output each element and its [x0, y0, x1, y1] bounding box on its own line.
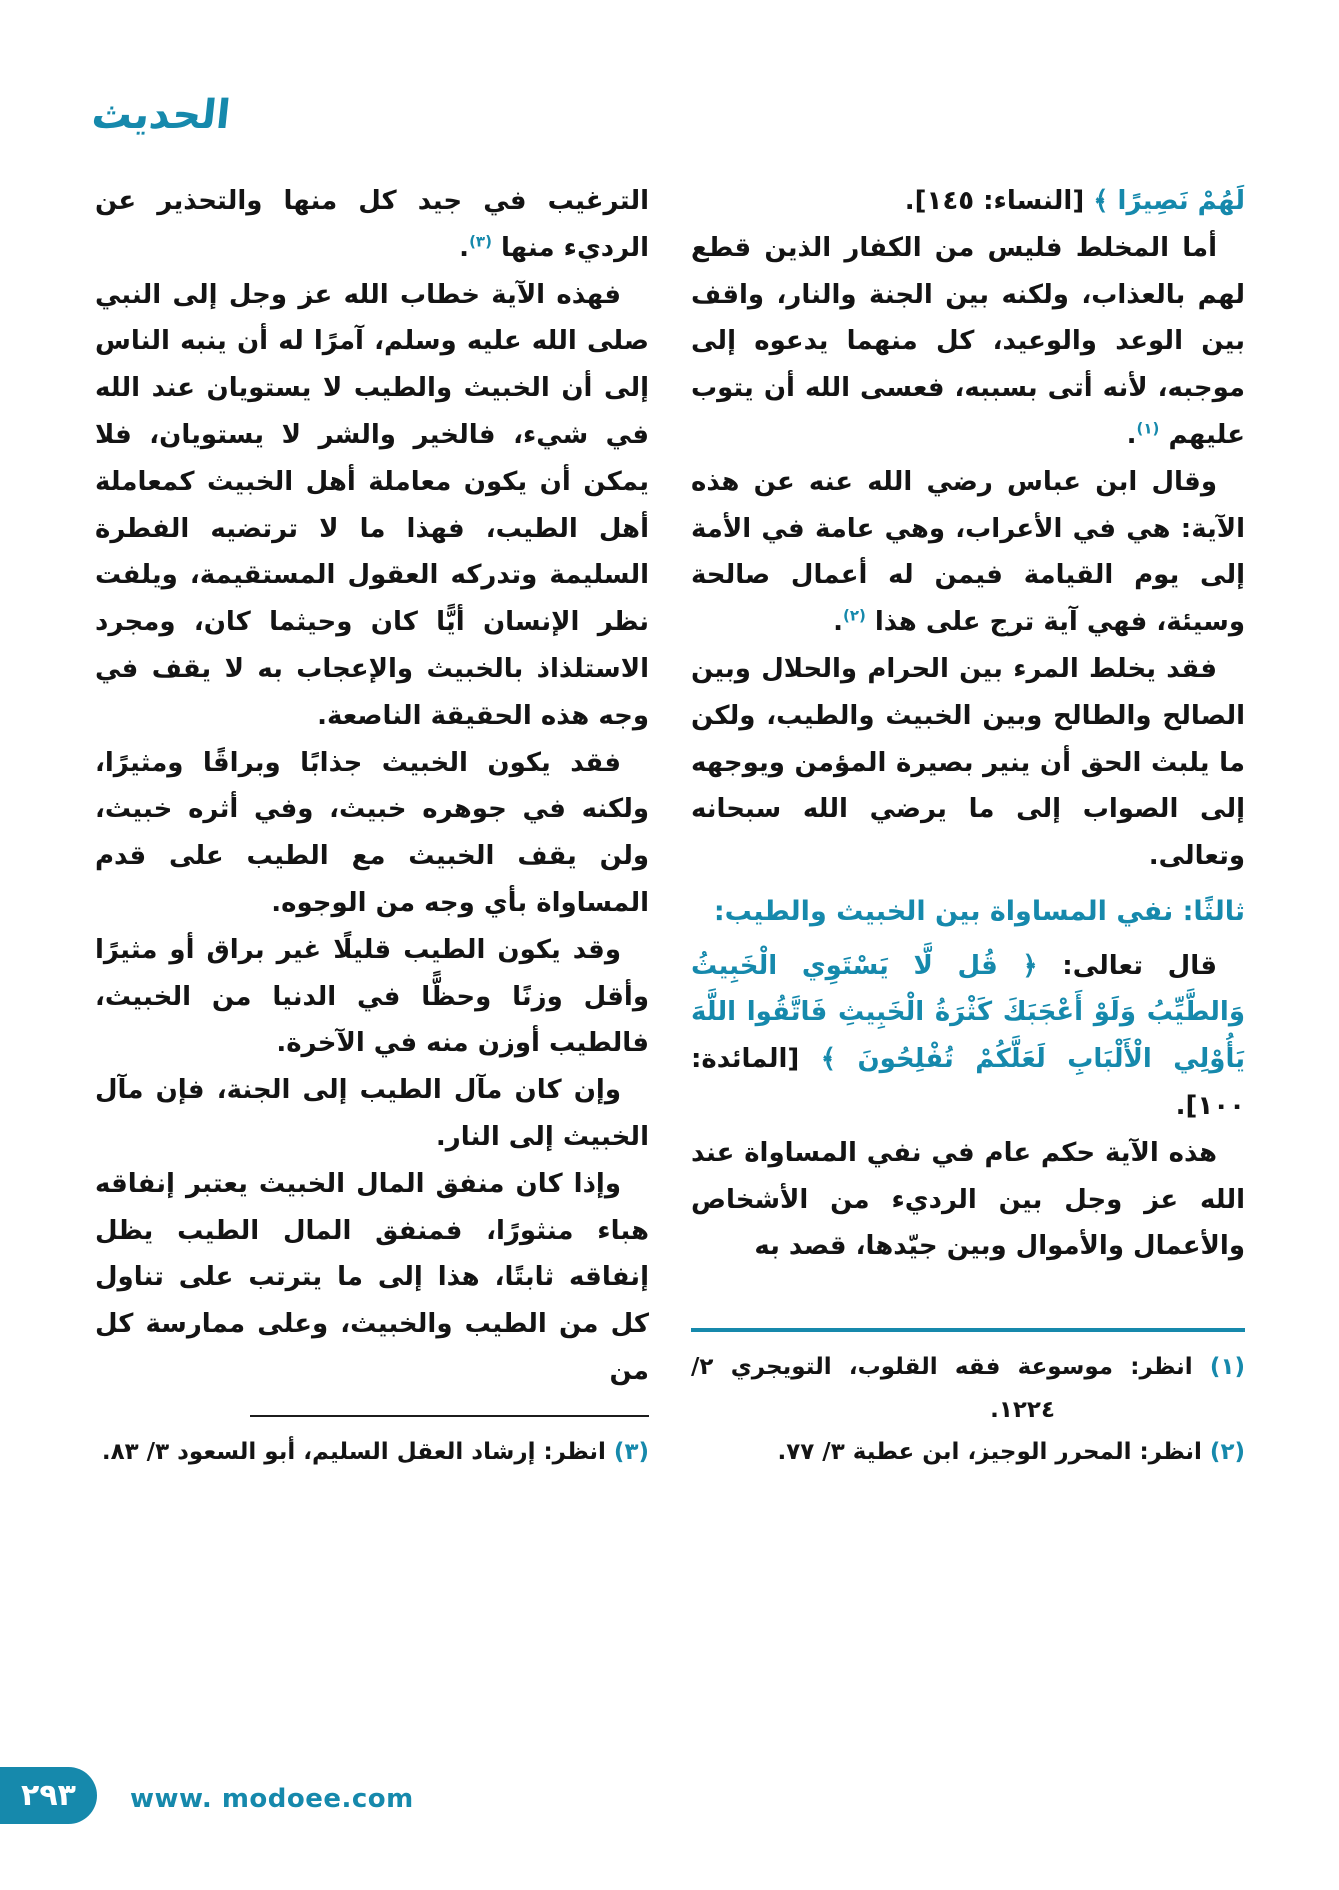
header-calligraphy-hadith: الحديث [89, 92, 233, 138]
paragraph-period: . [1126, 419, 1137, 450]
footnote-number: (٣) [613, 1439, 649, 1466]
footnote-number: (٢) [1209, 1439, 1245, 1466]
paragraph-text: وإذا كان منفق المال الخبيث يعتبر إنفاقه هباء منثورًا، فمنفق المال الطيب يظل إنفاقه ثابتًا، هذا إلى ما يترتب على تناول كل من الطيب والخبيث، وعلى ممارسة كل من [95, 1168, 649, 1386]
citation-intro: قال تعالى: [1037, 950, 1217, 981]
footnote-separator-right [691, 1328, 1245, 1332]
verse-reference: [النساء: ١٤٥]. [904, 186, 1094, 216]
paragraph [691, 1130, 1245, 1270]
quran-verse: ﴿ قُل لَّا يَسْتَوِي الْخَبِيثُ وَالطَّيِّبُ وَلَوْ أَعْجَبَكَ كَثْرَةُ الْخَبِيثِ فَاتَّقُوا اللَّهَ يَأُوْلِي الْأَلْبَابِ لَعَلَّكُمْ تُفْلِحُونَ ﴾ [691, 950, 1245, 1075]
paragraph-text: الترغيب في جيد كل منها والتحذير عن الرديء منها [95, 186, 649, 263]
paragraph-text: وقال ابن عباس رضي الله عنه عن هذه الآية: هي في الأعراب، وهي عامة في الأمة إلى يوم القيامة فيمن له أعمال صالحة وسيئة، فهي آية ترج على هذا [691, 466, 1245, 638]
paragraph-quran-citation [691, 943, 1245, 1130]
column-right [691, 178, 1245, 1474]
paragraph-text: فقد يكون الخبيث جذابًا وبراقًا ومثيرًا، ولكنه في جوهره خبيث، وفي أثره خبيث، ولن يقف الخبيث مع الطيب على قدم المساواة بأي وجه من الوجوه. [95, 747, 649, 918]
footnote-number: (١) [1209, 1354, 1245, 1381]
footnotes-left [95, 1407, 649, 1474]
verse-reference: [المائدة: ١٠٠]. [691, 1044, 1245, 1121]
paragraph-text: وإن كان مآل الطيب إلى الجنة، فإن مآل الخبيث إلى النار. [95, 1075, 649, 1152]
footnote-separator-left [250, 1415, 649, 1417]
quran-verse-fragment: لَهُمْ نَصِيرًا ﴾ [1093, 186, 1245, 216]
footnote-marker-2: (٢) [842, 606, 866, 625]
paragraph-continuation [95, 178, 649, 272]
website-url: www. modoee.com [130, 1784, 414, 1814]
paragraph-period: . [833, 607, 843, 638]
paragraph-text: هذه الآية حكم عام في نفي المساواة عند الله عز وجل بين الرديء من الأشخاص والأعمال والأموال وبين جيّدها، قصد به [691, 1137, 1245, 1262]
paragraph [95, 927, 649, 1067]
column-left [95, 178, 649, 1474]
paragraph [95, 272, 649, 740]
content-columns [95, 178, 1245, 1474]
footnotes-right [691, 1320, 1245, 1474]
footnote-text: انظر: موسوعة فقه القلوب، التويجري ٢/ ١٢٢٤. [691, 1354, 1210, 1423]
footnote-text: انظر: إرشاد العقل السليم، أبو السعود ٣/ ٨٣. [101, 1439, 614, 1466]
footnote-1 [691, 1346, 1245, 1431]
paragraph-text: أما المخلط فليس من الكفار الذين قطع لهم بالعذاب، ولكنه بين الجنة والنار، واقف بين الوعد والوعيد، كل منهما يدعوه إلى موجبه، لأنه أتى بسببه، فعسى الله أن يتوب عليهم [691, 232, 1245, 450]
section-heading: ثالثًا: نفي المساواة بين الخبيث والطيب: [713, 895, 1245, 927]
footnote-2 [691, 1431, 1245, 1474]
page-number-badge: ٢٩٣ [0, 1767, 97, 1824]
paragraph-text: فهذه الآية خطاب الله عز وجل إلى النبي صلى الله عليه وسلم، آمرًا له أن ينبه الناس إلى أن الخبيث والطيب لا يستويان عند الله في شيء، فالخير والشر لا يستويان، فلا يمكن أن يكون معاملة أهل الخبيث كمعاملة أهل الطيب، فهذا ما لا ترتضيه الفطرة السليمة وتدركه العقول المستقيمة، ويلفت نظر الإنسان أيًّا كان وحيثما كان، ومجرد الاستلذاذ بالخبيث والإعجاب به لا يقف في وجه هذه الحقيقة الناصعة. [95, 279, 649, 731]
paragraph-verse-end [691, 178, 1245, 225]
paragraph [95, 1161, 649, 1395]
paragraph [95, 740, 649, 927]
paragraph-text: فقد يخلط المرء بين الحرام والحلال وبين الصالح والطالح وبين الخبيث والطيب، ولكن ما يلبث الحق أن ينير بصيرة المؤمن ويوجهه إلى الصواب إلى ما يرضي الله سبحانه وتعالى. [691, 653, 1245, 872]
footnote-text: انظر: المحرر الوجيز، ابن عطية ٣/ ٧٧. [777, 1439, 1210, 1466]
paragraph [691, 459, 1245, 646]
paragraph [691, 225, 1245, 459]
paragraph-period: . [459, 232, 470, 263]
footnote-marker-1: (١) [1136, 419, 1160, 438]
paragraph [95, 1067, 649, 1161]
footnote-marker-3: (٣) [469, 232, 492, 251]
footnote-3 [95, 1431, 649, 1474]
paragraph [691, 646, 1245, 880]
paragraph-text: وقد يكون الطيب قليلًا غير براق أو مثيرًا وأقل وزنًا وحظًّا في الدنيا من الخبيث، فالطيب أوزن منه في الآخرة. [95, 934, 649, 1059]
